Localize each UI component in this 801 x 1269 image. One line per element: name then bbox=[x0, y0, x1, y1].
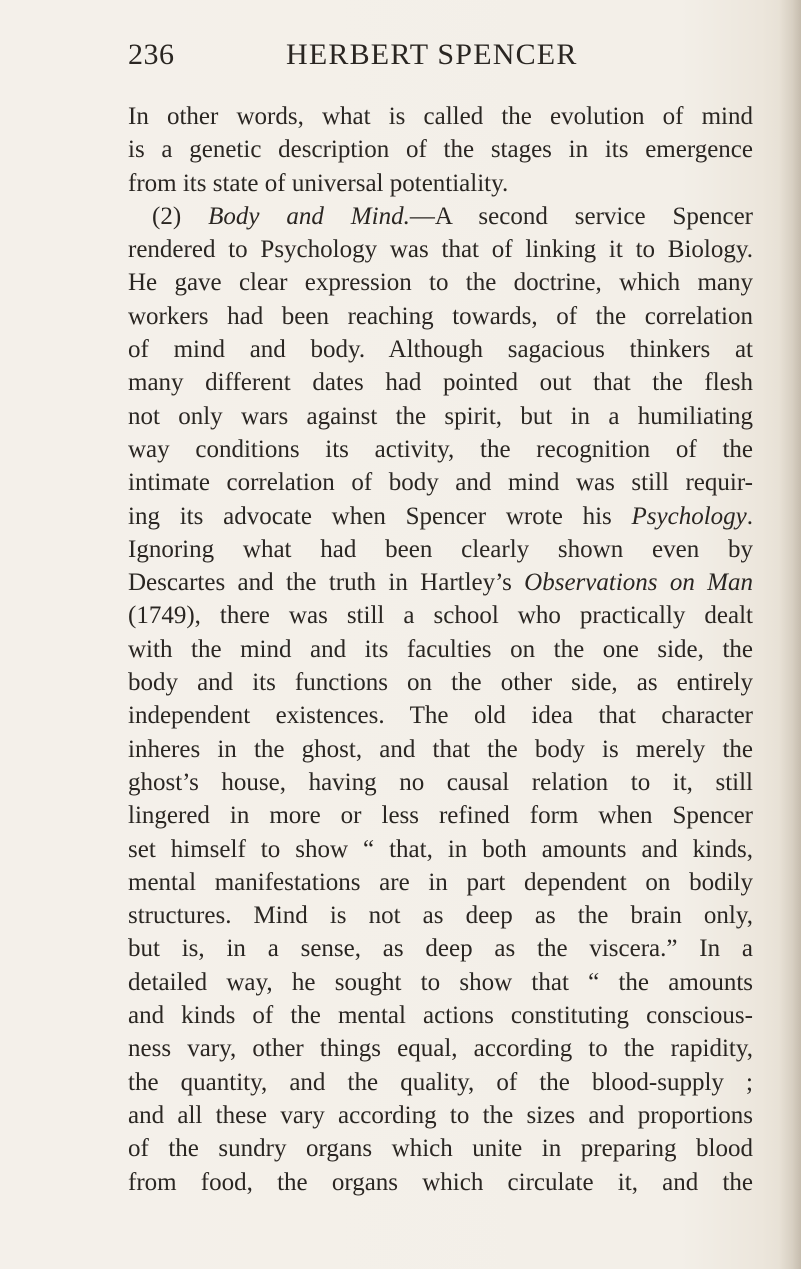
text-line bbox=[128, 500, 753, 533]
running-title: HERBERT SPENCER bbox=[286, 38, 578, 71]
italic-text-segment: Psychology bbox=[631, 502, 747, 530]
text-line bbox=[128, 1132, 753, 1165]
text-segment: intimate correlation of body and mind was still requir- bbox=[128, 469, 753, 497]
text-line bbox=[128, 932, 753, 965]
text-segment: In other words, what is called the evolution of mind bbox=[128, 103, 753, 130]
text-segment: —A second service Spencer bbox=[409, 202, 754, 230]
text-segment: and all these vary according to the sizes and proportions bbox=[128, 1101, 753, 1129]
text-segment: lingered in more or less refined form when Spencer bbox=[128, 802, 753, 830]
text-segment: Ignoring what had been clearly shown even by bbox=[128, 535, 753, 563]
text-line bbox=[128, 799, 753, 832]
text-segment: is a genetic description of the stages in its emergence bbox=[128, 136, 753, 164]
text-line bbox=[128, 133, 753, 166]
text-segment: and kinds of the mental actions constituting conscious- bbox=[128, 1002, 753, 1030]
text-segment: He gave clear expression to the doctrine, which many bbox=[128, 269, 753, 297]
text-line bbox=[128, 1066, 753, 1099]
body-text bbox=[128, 100, 753, 1199]
italic-text-segment: Body and Mind. bbox=[208, 202, 410, 230]
text-segment: the quantity, and the quality, of the blood-supply ; bbox=[128, 1068, 753, 1096]
text-line bbox=[128, 999, 753, 1032]
text-segment: (2) bbox=[152, 202, 209, 230]
text-line bbox=[128, 599, 753, 632]
text-line bbox=[128, 1032, 753, 1065]
page-number: 236 bbox=[128, 38, 175, 71]
text-segment: (1749), there was still a school who practically dealt bbox=[128, 602, 753, 630]
text-segment: body and its functions on the other side, as entirely bbox=[128, 669, 753, 697]
text-segment: many different dates had pointed out that the flesh bbox=[128, 369, 753, 397]
text-line bbox=[128, 333, 753, 366]
text-line bbox=[128, 1166, 753, 1199]
text-segment: way conditions its activity, the recognition of the bbox=[128, 435, 753, 463]
text-line bbox=[128, 466, 753, 499]
text-line bbox=[128, 633, 753, 666]
text-line bbox=[128, 766, 753, 799]
text-line bbox=[128, 100, 753, 133]
running-head bbox=[128, 38, 748, 88]
text-segment: mental manifestations are in part dependent on bodily bbox=[128, 868, 753, 896]
text-line bbox=[128, 400, 753, 433]
text-line bbox=[128, 699, 753, 732]
text-segment: with the mind and its faculties on the one side, the bbox=[128, 635, 753, 663]
text-segment: set himself to show “ that, in both amounts and kinds, bbox=[128, 835, 753, 863]
text-segment: ness vary, other things equal, according to the rapidity, bbox=[128, 1035, 753, 1063]
text-segment: detailed way, he sought to show that “ the amounts bbox=[128, 968, 753, 996]
text-line bbox=[128, 300, 753, 333]
text-line bbox=[128, 167, 753, 200]
text-line bbox=[128, 433, 753, 466]
text-line bbox=[128, 233, 753, 266]
text-segment: of the sundry organs which unite in preparing blood bbox=[128, 1135, 753, 1163]
italic-text-segment: Observations on Man bbox=[524, 569, 754, 597]
text-line bbox=[128, 533, 753, 566]
text-segment: Descartes and the truth in Hartley’s bbox=[128, 569, 525, 597]
text-line bbox=[128, 733, 753, 766]
text-segment: rendered to Psychology was that of linking it to Biology. bbox=[128, 236, 753, 264]
text-segment: inheres in the ghost, and that the body is merely the bbox=[128, 735, 753, 763]
text-segment: but is, in a sense, as deep as the viscera.” In a bbox=[128, 935, 753, 963]
text-line bbox=[128, 866, 753, 899]
text-segment: not only wars against the spirit, but in a humiliating bbox=[128, 402, 753, 430]
text-line bbox=[128, 833, 753, 866]
text-line bbox=[128, 566, 753, 599]
text-segment: ghost’s house, having no causal relation to it, still bbox=[128, 768, 753, 796]
text-line bbox=[128, 1099, 753, 1132]
text-line bbox=[128, 200, 753, 233]
text-segment: of mind and body. Although sagacious thinkers at bbox=[128, 336, 753, 364]
text-line bbox=[128, 666, 753, 699]
text-line bbox=[128, 266, 753, 299]
text-line bbox=[128, 966, 753, 999]
text-segment: independent existences. The old idea that character bbox=[128, 702, 753, 730]
text-segment: from food, the organs which circulate it, and the bbox=[128, 1168, 753, 1196]
text-segment: ing its advocate when Spencer wrote his bbox=[128, 502, 632, 530]
text-line bbox=[128, 366, 753, 399]
text-segment: structures. Mind is not as deep as the brain only, bbox=[128, 902, 753, 930]
text-line bbox=[128, 899, 753, 932]
text-segment: from its state of universal potentiality. bbox=[128, 169, 509, 197]
text-segment: workers had been reaching towards, of the correlation bbox=[128, 302, 753, 330]
page-edge-shadow bbox=[779, 0, 801, 1269]
text-segment: . bbox=[746, 502, 753, 530]
